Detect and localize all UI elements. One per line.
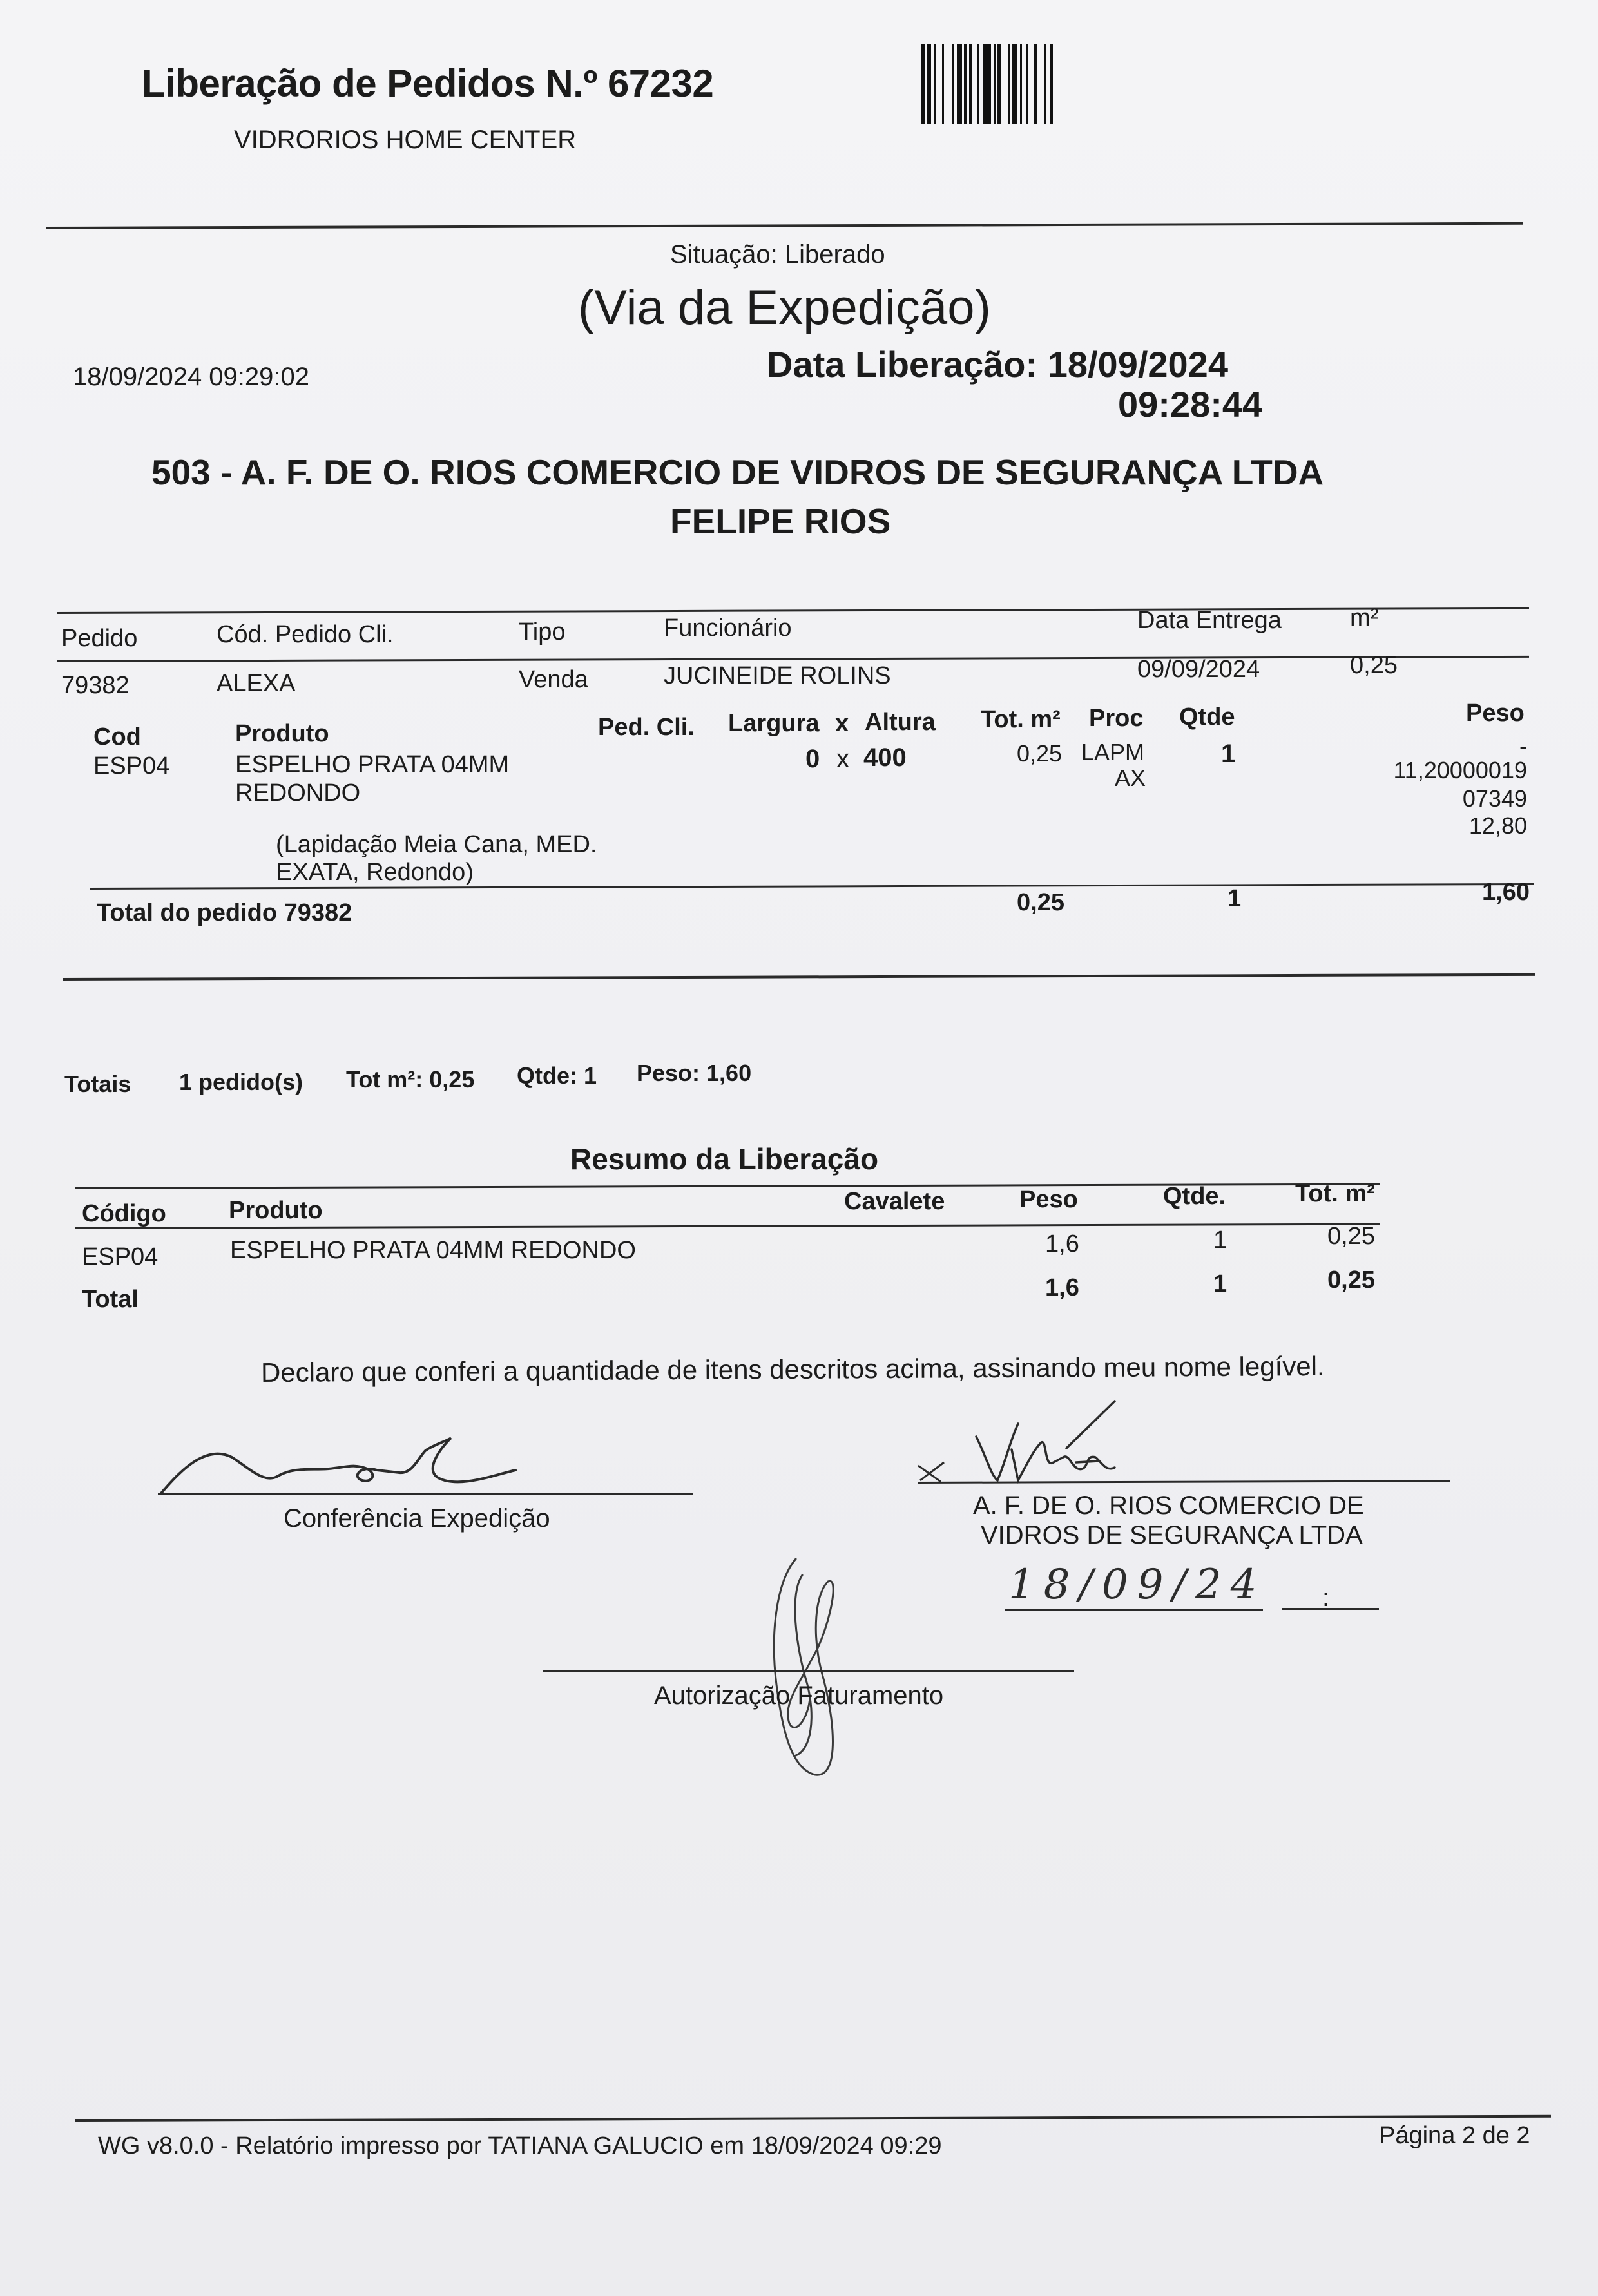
item-x-value: x <box>836 745 849 773</box>
order-cod-pedido-cli-value: ALEXA <box>217 670 296 697</box>
order-m2-value: 0,25 <box>1350 652 1398 679</box>
col-funcionario-header: Funcionário <box>664 615 792 642</box>
item-col-largura-header: Largura <box>728 710 820 737</box>
item-col-tot-m2-header: Tot. m² <box>981 706 1061 733</box>
totais-tot-m2: Tot m²: 0,25 <box>346 1066 475 1093</box>
totais-label: Totais <box>64 1071 131 1097</box>
order-total-label: Total do pedido 79382 <box>97 899 352 926</box>
document-title: Liberação de Pedidos N.º 67232 <box>142 62 714 105</box>
client-signature-line2: VIDROS DE SEGURANÇA LTDA <box>981 1521 1363 1549</box>
footer-rule <box>75 2115 1551 2122</box>
resumo-qtde-value: 1 <box>1213 1227 1227 1254</box>
item-altura-value: 400 <box>863 743 907 772</box>
client-signature-line1: A. F. DE O. RIOS COMERCIO DE <box>973 1491 1364 1520</box>
order-section-end-rule <box>63 973 1535 981</box>
item-produto-line1: ESPELHO PRATA 04MM <box>235 751 510 778</box>
resumo-total-peso: 1,6 <box>1045 1274 1079 1301</box>
totais-peso: Peso: 1,60 <box>637 1060 752 1086</box>
time-underline <box>1282 1608 1379 1610</box>
resumo-col-peso-header: Peso <box>1019 1186 1078 1213</box>
order-table-top-rule <box>57 607 1529 614</box>
totais-qtde: Qtde: 1 <box>517 1062 597 1089</box>
resumo-tot-m2-value: 0,25 <box>1327 1223 1375 1250</box>
item-peso-line3: 12,80 <box>1468 812 1527 839</box>
conferencia-signature-line <box>158 1493 693 1495</box>
item-col-qtde-header: Qtde <box>1179 703 1235 731</box>
via-expedicao-title: (Via da Expedição) <box>578 280 991 335</box>
situacao-text: Situação: Liberado <box>670 240 885 269</box>
autorizacao-label: Autorização Faturamento <box>654 1681 944 1710</box>
order-tipo-value: Venda <box>519 666 588 693</box>
conferencia-signature <box>155 1431 515 1502</box>
data-liberacao: Data Liberação: 18/09/2024 <box>767 344 1228 385</box>
company-name: VIDRORIOS HOME CENTER <box>234 126 577 154</box>
resumo-total-qtde: 1 <box>1213 1270 1227 1297</box>
totais-pedidos: 1 pedido(s) <box>179 1069 303 1095</box>
item-col-cod-header: Cod <box>93 723 141 751</box>
date-underline <box>1005 1609 1263 1611</box>
item-peso-line2: 07349 <box>1462 785 1527 812</box>
resumo-col-tot-m2-header: Tot. m² <box>1295 1180 1375 1207</box>
order-data-entrega-value: 09/09/2024 <box>1137 656 1260 683</box>
item-obs-line1: (Lapidação Meia Cana, MED. <box>276 831 597 858</box>
printed-timestamp: 18/09/2024 09:29:02 <box>73 363 310 391</box>
resumo-col-cavalete-header: Cavalete <box>844 1188 945 1215</box>
hora-liberacao: 09:28:44 <box>1118 384 1263 425</box>
order-table-header-rule <box>57 656 1529 662</box>
resumo-codigo-value: ESP04 <box>82 1243 159 1270</box>
footer-printed-by: WG v8.0.0 - Relatório impresso por TATIANA GALUCIO em 18/09/2024 09:29 <box>98 2132 942 2159</box>
resumo-produto-value: ESPELHO PRATA 04MM REDONDO <box>230 1237 636 1264</box>
item-largura-value: 0 <box>805 745 820 773</box>
item-peso-line1: 11,20000019 <box>1393 757 1527 783</box>
resumo-col-codigo-header: Código <box>82 1200 166 1227</box>
item-proc-line1: LAPM <box>1081 739 1145 765</box>
time-placeholder: : <box>1322 1583 1330 1612</box>
item-tot-m2-value: 0,25 <box>1017 740 1063 767</box>
client-contact: FELIPE RIOS <box>670 501 891 541</box>
autorizacao-signature-line <box>543 1670 1074 1672</box>
barcode-icon <box>921 44 1179 128</box>
order-total-m2: 0,25 <box>1017 889 1064 916</box>
col-m2-header: m² <box>1350 604 1379 631</box>
resumo-peso-value: 1,6 <box>1045 1230 1079 1258</box>
order-funcionario-value: JUCINEIDE ROLINS <box>664 662 891 689</box>
item-qtde-value: 1 <box>1221 740 1236 768</box>
item-peso-dash: - <box>1519 732 1527 759</box>
item-proc-line2: AX <box>1115 765 1146 791</box>
item-col-altura-header: Altura <box>865 709 936 736</box>
resumo-col-produto-header: Produto <box>229 1197 323 1224</box>
item-obs-line2: EXATA, Redondo) <box>276 859 474 886</box>
order-total-peso: 1,60 <box>1482 879 1530 906</box>
order-pedido-value: 79382 <box>61 672 130 699</box>
resumo-col-qtde-header: Qtde. <box>1163 1183 1226 1210</box>
client-name: 503 - A. F. DE O. RIOS COMERCIO DE VIDROS DE SEGURANÇA LTDA <box>151 452 1324 492</box>
item-col-produto-header: Produto <box>235 720 329 747</box>
item-cod-value: ESP04 <box>93 752 170 780</box>
item-col-x-header: x <box>835 710 849 737</box>
col-cod-pedido-cli-header: Cód. Pedido Cli. <box>217 621 394 648</box>
declaration-text: Declaro que conferi a quantidade de itens descritos acima, assinando meu nome legível. <box>260 1350 1325 1388</box>
item-col-peso-header: Peso <box>1466 700 1525 727</box>
item-produto-line2: REDONDO <box>235 780 361 807</box>
footer-page-number: Página 2 de 2 <box>1379 2122 1530 2149</box>
order-total-qtde: 1 <box>1227 885 1242 912</box>
resumo-total-label: Total <box>82 1286 139 1313</box>
header-divider <box>46 222 1523 229</box>
item-col-ped-cli-header: Ped. Cli. <box>598 714 695 741</box>
handwritten-date: 18/09/24 <box>1008 1561 1266 1609</box>
item-col-proc-header: Proc <box>1089 705 1144 732</box>
col-pedido-header: Pedido <box>61 625 138 652</box>
resumo-header-rule <box>75 1223 1380 1229</box>
resumo-total-tot-m2: 0,25 <box>1327 1267 1375 1294</box>
col-data-entrega-header: Data Entrega <box>1137 607 1282 634</box>
client-signature <box>915 1398 1218 1488</box>
resumo-title: Resumo da Liberação <box>570 1142 879 1176</box>
col-tipo-header: Tipo <box>519 618 566 646</box>
conferencia-label: Conferência Expedição <box>284 1504 550 1533</box>
